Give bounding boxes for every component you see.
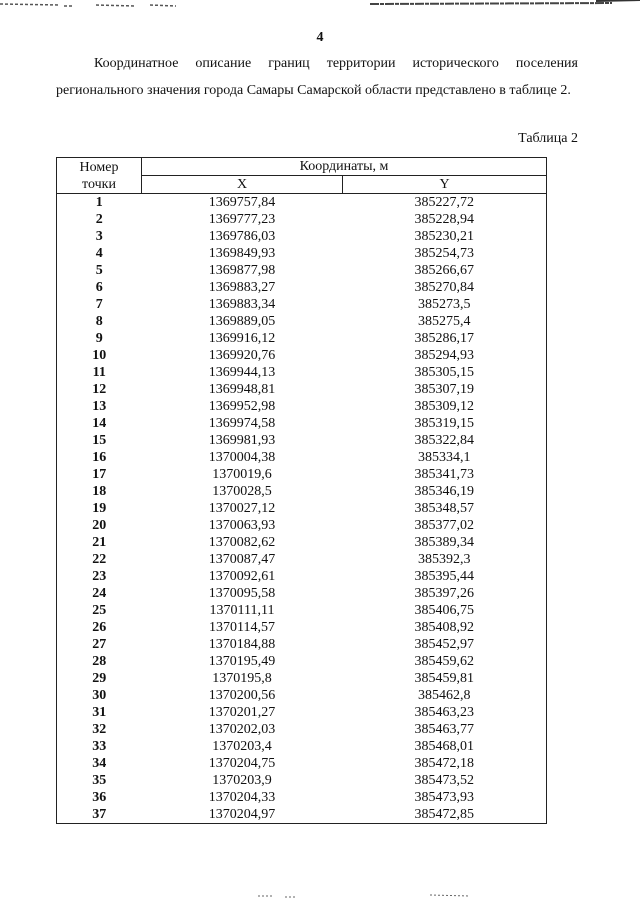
table-row bbox=[57, 636, 547, 653]
table-row bbox=[57, 347, 547, 364]
x-coordinate-cell: 1369786,03 bbox=[208, 229, 276, 244]
y-coordinate-cell: 385392,3 bbox=[343, 551, 547, 568]
y-coordinate-cell: 385463,77 bbox=[343, 721, 547, 738]
y-coordinate-cell: 385273,5 bbox=[343, 296, 547, 313]
point-number-cell: 20 bbox=[57, 517, 142, 534]
x-coordinate-cell: 1370200,56 bbox=[208, 688, 276, 703]
point-number-cell: 12 bbox=[57, 381, 142, 398]
table-row bbox=[57, 228, 547, 245]
point-number-cell: 2 bbox=[57, 211, 142, 228]
point-number-cell: 14 bbox=[57, 415, 142, 432]
table-body bbox=[57, 194, 547, 824]
x-coordinate-cell: 1369757,84 bbox=[208, 195, 276, 210]
table-row bbox=[57, 806, 547, 824]
y-coordinate-cell: 385294,93 bbox=[343, 347, 547, 364]
x-coordinate-cell: 1370204,97 bbox=[142, 806, 343, 824]
x-coordinate-cell: 1370203,4 bbox=[212, 739, 272, 754]
header-point-number bbox=[57, 158, 142, 194]
point-number-cell: 13 bbox=[57, 398, 142, 415]
y-coordinate-cell: 385406,75 bbox=[343, 602, 547, 619]
y-coordinate-cell: 385472,18 bbox=[343, 755, 547, 772]
point-number-cell: 9 bbox=[57, 330, 142, 347]
header-x: X bbox=[142, 176, 343, 194]
y-coordinate-cell: 385275,4 bbox=[343, 313, 547, 330]
header-y: Y bbox=[343, 176, 547, 194]
table-row bbox=[57, 551, 547, 568]
point-number-cell: 22 bbox=[57, 551, 142, 568]
y-coordinate-cell: 385463,23 bbox=[343, 704, 547, 721]
point-number-cell: 4 bbox=[57, 245, 142, 262]
point-number-cell: 24 bbox=[57, 585, 142, 602]
x-coordinate-cell: 1370111,11 bbox=[209, 603, 275, 618]
y-coordinate-cell: 385472,85 bbox=[343, 806, 547, 824]
x-coordinate-cell: 1370092,61 bbox=[208, 569, 276, 584]
table-row bbox=[57, 364, 547, 381]
point-number-cell: 36 bbox=[57, 789, 142, 806]
table-row bbox=[57, 755, 547, 772]
y-coordinate-cell: 385459,81 bbox=[343, 670, 547, 687]
y-coordinate-cell: 385348,57 bbox=[343, 500, 547, 517]
table-row bbox=[57, 585, 547, 602]
point-number-cell: 31 bbox=[57, 704, 142, 721]
table-row bbox=[57, 296, 547, 313]
point-number-cell: 25 bbox=[57, 602, 142, 619]
x-coordinate-cell: 1370004,38 bbox=[208, 450, 276, 465]
x-coordinate-cell: 1369920,76 bbox=[208, 348, 276, 363]
table-row bbox=[57, 704, 547, 721]
point-number-cell: 19 bbox=[57, 500, 142, 517]
table-row bbox=[57, 602, 547, 619]
point-number-cell: 26 bbox=[57, 619, 142, 636]
table-row bbox=[57, 517, 547, 534]
y-coordinate-cell: 385270,84 bbox=[343, 279, 547, 296]
point-number-cell: 28 bbox=[57, 653, 142, 670]
table-row bbox=[57, 398, 547, 415]
point-number-cell: 8 bbox=[57, 313, 142, 330]
point-number-cell: 17 bbox=[57, 466, 142, 483]
x-coordinate-cell: 1370063,93 bbox=[208, 518, 276, 533]
table-row bbox=[57, 194, 547, 212]
x-coordinate-cell: 1369877,98 bbox=[208, 263, 276, 278]
y-coordinate-cell: 385395,44 bbox=[343, 568, 547, 585]
table-row bbox=[57, 381, 547, 398]
intro-paragraph: Координатное описание границ территории исторического поселения регионального значения города Самары Самарской области представлено в таблице 2. bbox=[56, 56, 578, 98]
x-coordinate-cell: 1370203,9 bbox=[212, 773, 272, 788]
x-coordinate-cell: 1370019,6 bbox=[212, 467, 272, 482]
table-row bbox=[57, 330, 547, 347]
x-coordinate-cell: 1370204,33 bbox=[208, 790, 276, 805]
table-row bbox=[57, 534, 547, 551]
y-coordinate-cell: 385397,26 bbox=[343, 585, 547, 602]
x-coordinate-cell: 1369883,27 bbox=[208, 280, 276, 295]
x-coordinate-cell: 1369889,05 bbox=[208, 314, 276, 329]
point-number-cell: 35 bbox=[57, 772, 142, 789]
y-coordinate-cell: 385309,12 bbox=[343, 398, 547, 415]
y-coordinate-cell: 385452,97 bbox=[343, 636, 547, 653]
y-coordinate-cell: 385266,67 bbox=[343, 262, 547, 279]
x-coordinate-cell: 1370195,49 bbox=[208, 654, 276, 669]
x-coordinate-cell: 1369849,93 bbox=[208, 246, 276, 261]
point-number-cell: 11 bbox=[57, 364, 142, 381]
y-coordinate-cell: 385389,34 bbox=[343, 534, 547, 551]
x-coordinate-cell: 1370202,03 bbox=[208, 722, 276, 737]
point-number-cell: 32 bbox=[57, 721, 142, 738]
coordinates-table bbox=[56, 157, 547, 824]
y-coordinate-cell: 385462,8 bbox=[343, 687, 547, 704]
x-coordinate-cell: 1369981,93 bbox=[208, 433, 276, 448]
point-number-cell: 29 bbox=[57, 670, 142, 687]
point-number-cell: 37 bbox=[57, 806, 142, 824]
point-number-cell: 3 bbox=[57, 228, 142, 245]
table-row bbox=[57, 432, 547, 449]
point-number-cell: 6 bbox=[57, 279, 142, 296]
x-coordinate-cell: 1370201,27 bbox=[208, 705, 276, 720]
x-coordinate-cell: 1370028,5 bbox=[212, 484, 272, 499]
y-coordinate-cell: 385319,15 bbox=[343, 415, 547, 432]
point-number-cell: 16 bbox=[57, 449, 142, 466]
y-coordinate-cell: 385341,73 bbox=[343, 466, 547, 483]
y-coordinate-cell: 385228,94 bbox=[343, 211, 547, 228]
y-coordinate-cell: 385408,92 bbox=[343, 619, 547, 636]
y-coordinate-cell: 385468,01 bbox=[343, 738, 547, 755]
point-number-cell: 21 bbox=[57, 534, 142, 551]
x-coordinate-cell: 1370184,88 bbox=[208, 637, 276, 652]
y-coordinate-cell: 385230,21 bbox=[343, 228, 547, 245]
x-coordinate-cell: 1369948,81 bbox=[208, 382, 276, 397]
x-coordinate-cell: 1370095,58 bbox=[208, 586, 276, 601]
y-coordinate-cell: 385307,19 bbox=[343, 381, 547, 398]
point-number-cell: 5 bbox=[57, 262, 142, 279]
table-row bbox=[57, 449, 547, 466]
y-coordinate-cell: 385254,73 bbox=[343, 245, 547, 262]
table-row bbox=[57, 738, 547, 755]
table-row bbox=[57, 619, 547, 636]
table-row bbox=[57, 772, 547, 789]
x-coordinate-cell: 1370114,57 bbox=[209, 620, 275, 635]
y-coordinate-cell: 385227,72 bbox=[343, 194, 547, 212]
table-label: Таблица 2 bbox=[518, 131, 578, 146]
table-row bbox=[57, 262, 547, 279]
x-coordinate-cell: 1369777,23 bbox=[208, 212, 276, 227]
point-number-cell: 33 bbox=[57, 738, 142, 755]
point-number-cell: 15 bbox=[57, 432, 142, 449]
table-row bbox=[57, 466, 547, 483]
table-row bbox=[57, 670, 547, 687]
x-coordinate-cell: 1370082,62 bbox=[208, 535, 276, 550]
y-coordinate-cell: 385286,17 bbox=[343, 330, 547, 347]
table-row bbox=[57, 789, 547, 806]
header-num-line1: Номер bbox=[79, 159, 119, 175]
point-number-cell: 27 bbox=[57, 636, 142, 653]
x-coordinate-cell: 1370195,8 bbox=[212, 671, 272, 686]
y-coordinate-cell: 385377,02 bbox=[343, 517, 547, 534]
point-number-cell: 30 bbox=[57, 687, 142, 704]
x-coordinate-cell: 1370027,12 bbox=[208, 501, 276, 516]
table-row bbox=[57, 415, 547, 432]
x-coordinate-cell: 1370087,47 bbox=[208, 552, 276, 567]
x-coordinate-cell: 1369916,12 bbox=[208, 331, 276, 346]
y-coordinate-cell: 385473,93 bbox=[343, 789, 547, 806]
table-row bbox=[57, 653, 547, 670]
table-row bbox=[57, 687, 547, 704]
table-row bbox=[57, 721, 547, 738]
y-coordinate-cell: 385459,62 bbox=[343, 653, 547, 670]
header-num-line2: точки bbox=[82, 176, 116, 192]
x-coordinate-cell: 1369952,98 bbox=[208, 399, 276, 414]
y-coordinate-cell: 385334,1 bbox=[343, 449, 547, 466]
table-row bbox=[57, 313, 547, 330]
scan-artifacts-top bbox=[0, 0, 640, 14]
x-coordinate-cell: 1369974,58 bbox=[208, 416, 276, 431]
table-row bbox=[57, 568, 547, 585]
table-row bbox=[57, 211, 547, 228]
point-number-cell: 10 bbox=[57, 347, 142, 364]
point-number-cell: 1 bbox=[57, 194, 142, 212]
y-coordinate-cell: 385473,52 bbox=[343, 772, 547, 789]
point-number-cell: 34 bbox=[57, 755, 142, 772]
y-coordinate-cell: 385346,19 bbox=[343, 483, 547, 500]
x-coordinate-cell: 1370204,75 bbox=[208, 756, 276, 771]
y-coordinate-cell: 385322,84 bbox=[343, 432, 547, 449]
page-number: 4 bbox=[316, 30, 324, 45]
header-coordinates: Координаты, м bbox=[142, 158, 547, 176]
table-row bbox=[57, 245, 547, 262]
table-row bbox=[57, 279, 547, 296]
point-number-cell: 7 bbox=[57, 296, 142, 313]
table-row bbox=[57, 483, 547, 500]
point-number-cell: 23 bbox=[57, 568, 142, 585]
y-coordinate-cell: 385305,15 bbox=[343, 364, 547, 381]
point-number-cell: 18 bbox=[57, 483, 142, 500]
table-row bbox=[57, 500, 547, 517]
scan-artifacts-bottom bbox=[0, 888, 640, 905]
x-coordinate-cell: 1369944,13 bbox=[208, 365, 276, 380]
x-coordinate-cell: 1369883,34 bbox=[208, 297, 276, 312]
